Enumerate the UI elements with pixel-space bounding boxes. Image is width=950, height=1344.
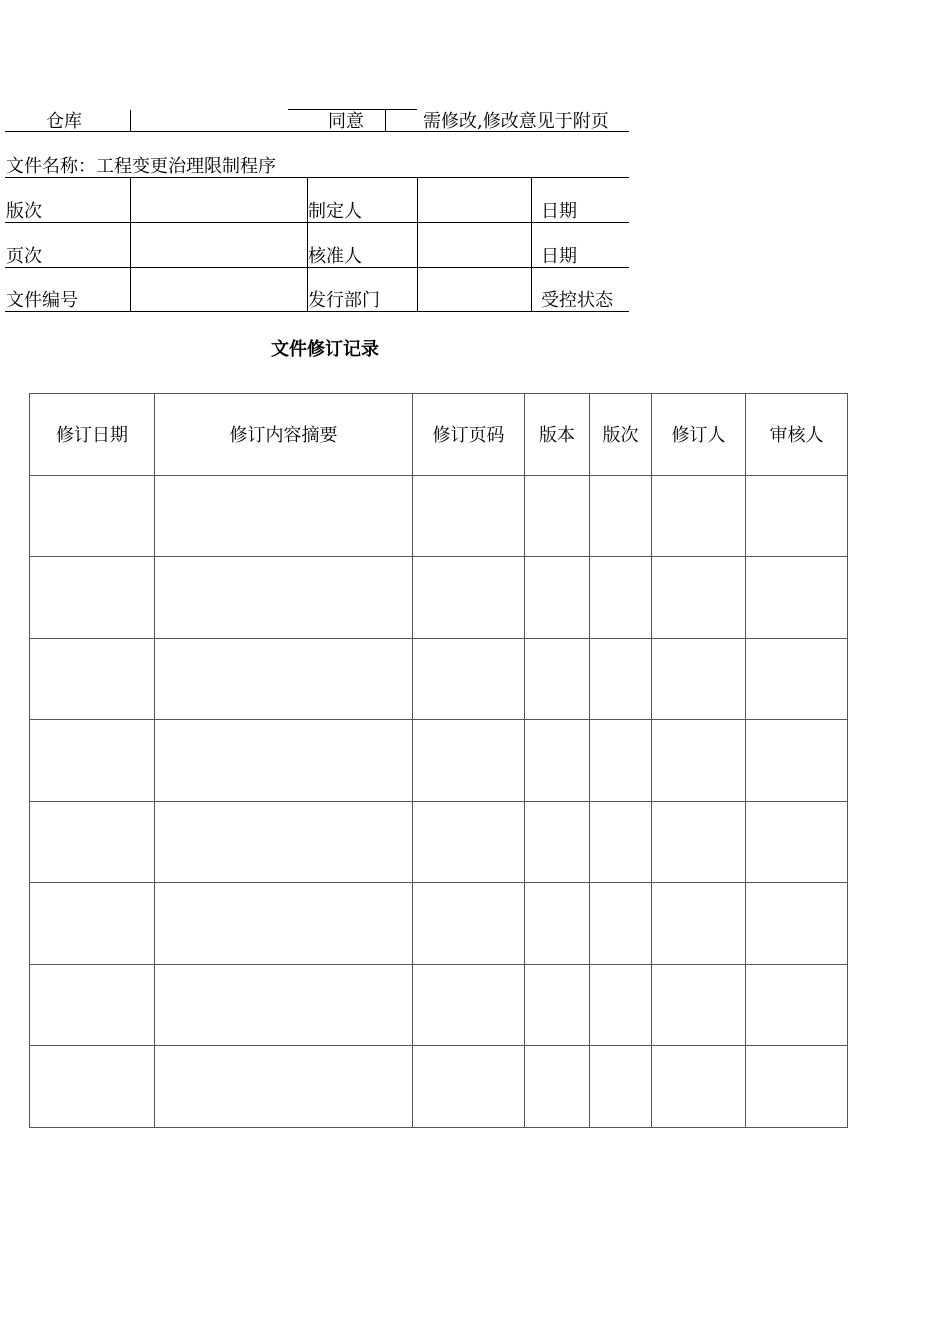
- table-cell[interactable]: [746, 964, 848, 1046]
- date-label-1: 日期: [541, 201, 577, 222]
- revision-table: [29, 393, 848, 1128]
- edition-label: 版次: [6, 201, 42, 222]
- table-cell[interactable]: [155, 638, 413, 720]
- table-cell[interactable]: [155, 475, 413, 557]
- table-cell[interactable]: [413, 883, 525, 965]
- table-row: [30, 1046, 848, 1128]
- table-cell[interactable]: [590, 475, 652, 557]
- drafter-label: 制定人: [308, 201, 362, 222]
- table-cell[interactable]: [413, 557, 525, 639]
- table-cell[interactable]: [525, 1046, 590, 1128]
- table-cell[interactable]: [413, 1046, 525, 1128]
- file-name-line: 文件名称：工程变更治理限制程序: [6, 156, 276, 177]
- agree-label: 同意: [328, 111, 364, 132]
- table-cell[interactable]: [746, 475, 848, 557]
- header-version: 版本: [525, 394, 590, 476]
- table-cell[interactable]: [590, 720, 652, 802]
- table-cell[interactable]: [413, 475, 525, 557]
- table-cell[interactable]: [590, 964, 652, 1046]
- table-cell[interactable]: [30, 638, 155, 720]
- table-cell[interactable]: [746, 557, 848, 639]
- table-cell[interactable]: [652, 638, 746, 720]
- page-label: 页次: [6, 246, 42, 267]
- table-cell[interactable]: [413, 801, 525, 883]
- warehouse-label: 仓库: [46, 111, 82, 132]
- table-cell[interactable]: [30, 801, 155, 883]
- table-row: [30, 475, 848, 557]
- table-cell[interactable]: [746, 1046, 848, 1128]
- modify-label: 需修改,修改意见于附页: [423, 111, 609, 132]
- table-row: [30, 557, 848, 639]
- table-cell[interactable]: [155, 720, 413, 802]
- table-cell[interactable]: [652, 801, 746, 883]
- table-cell[interactable]: [413, 638, 525, 720]
- table-cell[interactable]: [155, 801, 413, 883]
- table-cell[interactable]: [30, 883, 155, 965]
- table-cell[interactable]: [525, 964, 590, 1046]
- table-cell[interactable]: [652, 475, 746, 557]
- table-cell[interactable]: [155, 557, 413, 639]
- table-cell[interactable]: [30, 557, 155, 639]
- table-row: [30, 883, 848, 965]
- header-revision-summary: 修订内容摘要: [155, 394, 413, 476]
- table-cell[interactable]: [590, 801, 652, 883]
- table-cell[interactable]: [746, 883, 848, 965]
- revision-record-title: 文件修订记录: [271, 339, 379, 360]
- table-cell[interactable]: [155, 1046, 413, 1128]
- header-revision-pages: 修订页码: [413, 394, 525, 476]
- approver-label: 核准人: [308, 246, 362, 267]
- table-cell[interactable]: [525, 475, 590, 557]
- table-cell[interactable]: [155, 883, 413, 965]
- table-cell[interactable]: [155, 964, 413, 1046]
- table-cell[interactable]: [525, 883, 590, 965]
- issuing-dept-label: 发行部门: [308, 290, 380, 311]
- header-edition: 版次: [590, 394, 652, 476]
- table-cell[interactable]: [746, 638, 848, 720]
- header-revision-date: 修订日期: [30, 394, 155, 476]
- table-cell[interactable]: [746, 720, 848, 802]
- table-cell[interactable]: [30, 475, 155, 557]
- header-reviewer: 审核人: [746, 394, 848, 476]
- table-cell[interactable]: [652, 720, 746, 802]
- table-cell[interactable]: [525, 801, 590, 883]
- table-cell[interactable]: [652, 883, 746, 965]
- table-cell[interactable]: [413, 720, 525, 802]
- table-cell[interactable]: [525, 638, 590, 720]
- table-row: [30, 964, 848, 1046]
- table-cell[interactable]: [413, 964, 525, 1046]
- table-cell[interactable]: [590, 883, 652, 965]
- table-cell[interactable]: [652, 964, 746, 1046]
- date-label-2: 日期: [541, 246, 577, 267]
- table-cell[interactable]: [652, 557, 746, 639]
- table-row: [30, 801, 848, 883]
- file-no-label: 文件编号: [6, 290, 78, 311]
- table-cell[interactable]: [525, 557, 590, 639]
- table-header-row: [30, 394, 848, 476]
- table-cell[interactable]: [525, 720, 590, 802]
- table-cell[interactable]: [590, 638, 652, 720]
- table-cell[interactable]: [30, 720, 155, 802]
- control-status-label: 受控状态: [541, 290, 613, 311]
- table-cell[interactable]: [590, 1046, 652, 1128]
- table-row: [30, 638, 848, 720]
- table-cell[interactable]: [652, 1046, 746, 1128]
- header-reviser: 修订人: [652, 394, 746, 476]
- table-cell[interactable]: [30, 1046, 155, 1128]
- table-row: [30, 720, 848, 802]
- table-cell[interactable]: [746, 801, 848, 883]
- table-cell[interactable]: [30, 964, 155, 1046]
- table-cell[interactable]: [590, 557, 652, 639]
